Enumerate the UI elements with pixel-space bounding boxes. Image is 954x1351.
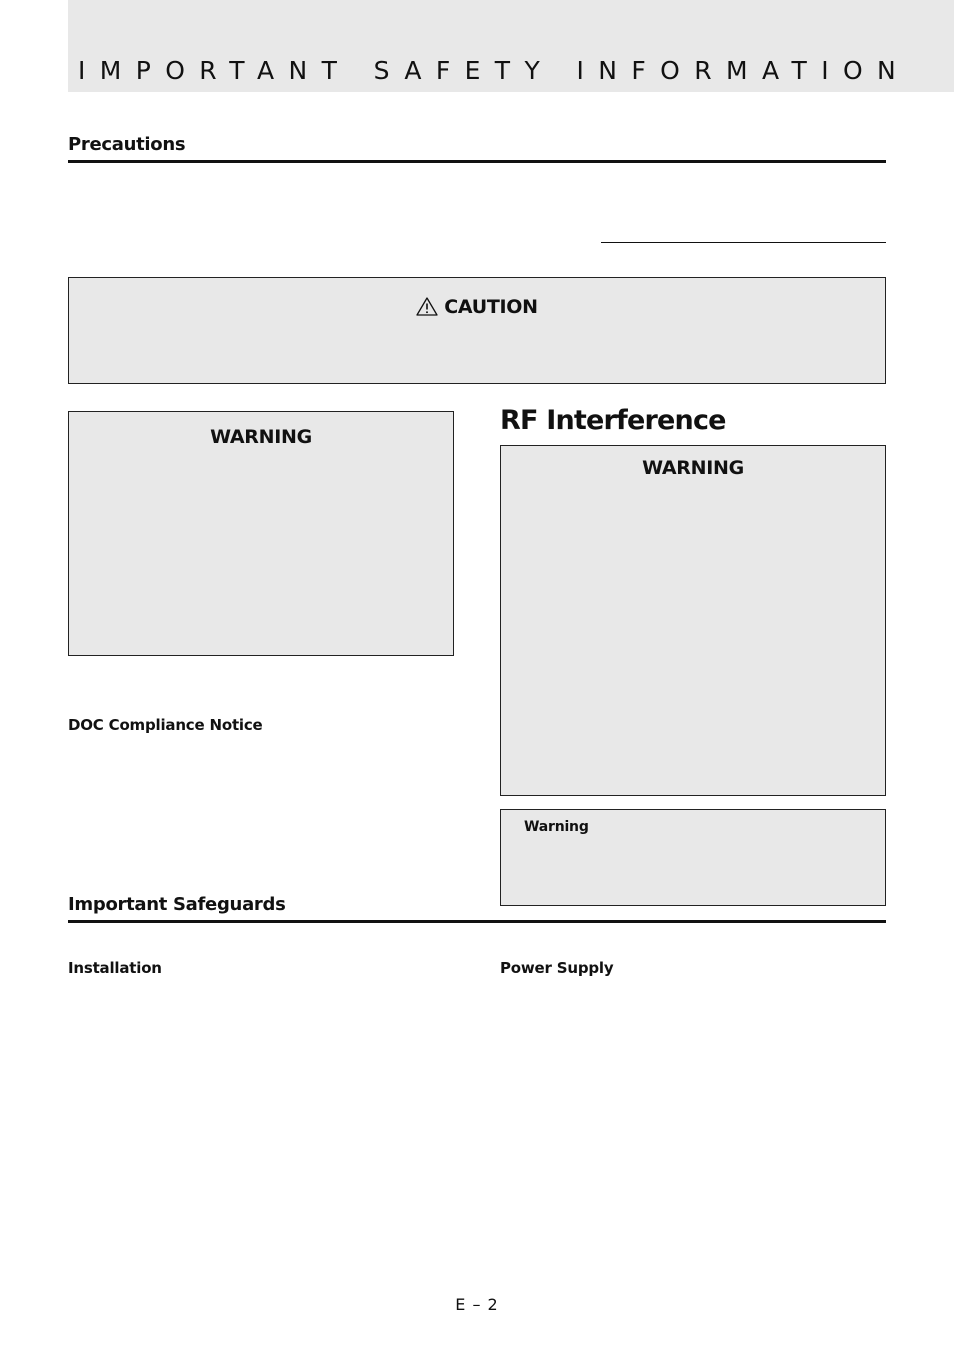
doc-compliance-heading: DOC Compliance Notice [68,716,263,734]
warning-box-left [68,411,454,656]
installation-heading: Installation [68,959,162,977]
caution-label: CAUTION [444,296,538,318]
page-number: E – 2 [455,1295,499,1314]
warning-box-small [500,809,886,906]
warning-triangle-icon [416,297,438,316]
warning-box-right [500,445,886,796]
caution-box [68,277,886,384]
safeguards-heading: Important Safeguards [68,894,886,923]
warning-right-title: WARNING [642,457,744,479]
page-title: IMPORTANT SAFETY INFORMATION [78,56,911,85]
rf-interference-heading: RF Interference [500,405,726,436]
signature-rule [601,242,886,243]
precautions-heading: Precautions [68,134,886,163]
warning-small-title: Warning [524,819,589,835]
caution-title [69,296,885,318]
warning-left-title: WARNING [210,426,312,448]
power-supply-heading: Power Supply [500,959,614,977]
